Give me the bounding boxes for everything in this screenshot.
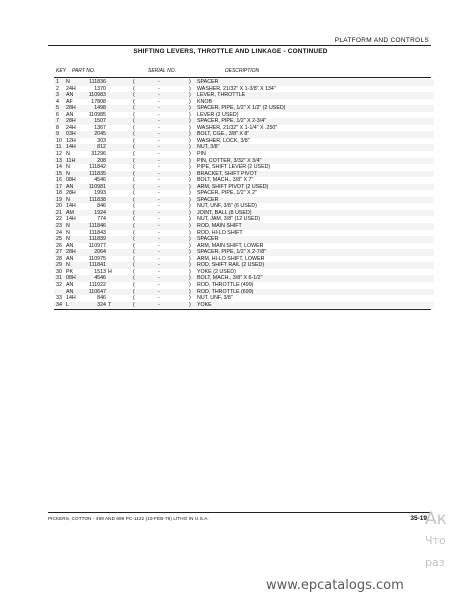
- row-paren-close: ): [189, 203, 191, 210]
- column-description: DESCRIPTION: [225, 68, 260, 74]
- row-key: 20: [56, 203, 62, 210]
- row-serial: -: [158, 183, 160, 190]
- row-part-prefix: 24H: [66, 124, 76, 131]
- row-part-number: 111022: [89, 281, 106, 288]
- row-paren-close: ): [189, 255, 191, 262]
- row-key: 27: [56, 249, 62, 256]
- row-part-prefix: 24H: [66, 85, 76, 92]
- row-part-number: 111835: [89, 170, 106, 177]
- row-part-prefix: N: [66, 151, 70, 158]
- row-paren-open: (: [133, 281, 135, 288]
- row-key: 13: [56, 157, 62, 164]
- row-paren-open: (: [133, 183, 135, 190]
- row-description: NUT, UNF, 3/8" (6 USED): [197, 203, 257, 210]
- row-part-number: 324: [97, 301, 106, 308]
- row-paren-close: ): [189, 79, 191, 85]
- row-part-number: 846: [97, 203, 106, 210]
- row-key: 19: [56, 196, 62, 203]
- row-key: 30: [56, 268, 62, 275]
- row-description: WASHER, LOCK, 3/8": [197, 137, 250, 144]
- row-serial: -: [158, 92, 160, 99]
- row-paren-close: ): [189, 301, 191, 308]
- parts-table: [54, 79, 434, 308]
- row-part-suffix: T: [108, 301, 112, 308]
- row-part-prefix: AN: [66, 183, 74, 190]
- row-description: SPACER, PIPE, 1/2" X 2-3/4": [197, 118, 267, 125]
- group-title: SHIFTING LEVERS, THROTTLE AND LINKAGE - CONTINUED: [133, 48, 328, 55]
- row-serial: -: [158, 79, 160, 85]
- row-description: WASHER, 21/32" X 1-3/8" X 134": [197, 85, 276, 92]
- row-paren-open: (: [133, 242, 135, 249]
- watermark-side-text: Что: [425, 534, 446, 547]
- row-serial: -: [158, 275, 160, 282]
- row-key: 25: [56, 236, 62, 243]
- row-paren-close: ): [189, 196, 191, 203]
- row-serial: -: [158, 190, 160, 197]
- row-part-prefix: N: [66, 223, 70, 230]
- row-part-prefix: 12H: [66, 137, 76, 144]
- row-description: ARM, MAIN SHIFT, LOWER: [197, 242, 264, 249]
- row-paren-close: ): [189, 216, 191, 223]
- row-part-number: 110981: [88, 183, 106, 190]
- row-serial: -: [158, 124, 160, 131]
- row-part-prefix: N: [66, 229, 70, 236]
- row-paren-close: ): [189, 262, 191, 269]
- row-description: ARM, SHIFT PIVOT (2 USED): [197, 183, 269, 190]
- row-description: BOLT, MACH., 3/8" X 6-1/2": [197, 275, 263, 282]
- row-paren-open: (: [133, 98, 135, 105]
- row-part-prefix: 14H: [66, 144, 76, 151]
- row-part-prefix: 28H: [66, 105, 76, 112]
- row-key: 11: [56, 144, 62, 151]
- row-paren-close: ): [189, 144, 191, 151]
- row-description: NUT, 3/8": [197, 144, 220, 151]
- row-serial: -: [158, 223, 160, 230]
- row-part-number: 111841: [89, 262, 106, 269]
- row-paren-close: ): [189, 92, 191, 99]
- row-paren-open: (: [133, 236, 135, 243]
- row-part-number: 111839: [89, 236, 106, 243]
- row-key: 21: [56, 209, 62, 216]
- row-description: ROD, HI-LO SHIFT: [197, 229, 243, 236]
- row-description: NUT, UNF, 3/8": [197, 295, 233, 302]
- row-part-number: 4546: [94, 275, 106, 282]
- header-rule: [48, 45, 431, 46]
- row-paren-open: (: [133, 144, 135, 151]
- row-part-number: 110985: [88, 111, 106, 118]
- row-description: JOINT, BALL (8 USED): [197, 209, 252, 216]
- row-paren-close: ): [189, 105, 191, 112]
- row-part-number: 1993: [94, 190, 106, 197]
- row-paren-close: ): [189, 295, 191, 302]
- footer-rule: [48, 512, 431, 513]
- row-key: 1: [56, 79, 59, 85]
- page-number: 35-19: [410, 515, 427, 522]
- row-serial: -: [158, 255, 160, 262]
- row-paren-open: (: [133, 255, 135, 262]
- row-part-number: 303: [97, 137, 106, 144]
- row-serial: -: [158, 164, 160, 171]
- row-description: SPACER, PIPE, 1/2" X 1/2" (2 USED): [197, 105, 286, 112]
- row-description: YOKE: [197, 301, 212, 308]
- row-key: 32: [56, 281, 62, 288]
- row-part-number: 31296: [91, 151, 106, 158]
- row-part-number: 1507: [94, 118, 106, 125]
- row-part-number: 774: [97, 216, 106, 223]
- row-paren-close: ): [189, 137, 191, 144]
- row-description: BOLT, CGE., 3/8" X 8": [197, 131, 250, 138]
- row-paren-close: ): [189, 164, 191, 171]
- row-paren-close: ): [189, 236, 191, 243]
- row-key: 2: [56, 85, 59, 92]
- row-description: PIN: [197, 151, 206, 158]
- row-part-prefix: AN: [66, 242, 74, 249]
- row-paren-close: ): [189, 268, 191, 275]
- row-part-prefix: 14H: [66, 216, 76, 223]
- row-paren-open: (: [133, 275, 135, 282]
- row-key: 15: [56, 170, 62, 177]
- row-paren-open: (: [133, 157, 135, 164]
- row-key: 24: [56, 229, 62, 236]
- row-part-prefix: 08H: [66, 177, 76, 184]
- row-paren-open: (: [133, 288, 135, 295]
- row-paren-open: (: [133, 92, 135, 99]
- row-part-number: 812: [97, 144, 106, 151]
- row-description: SPACER, PIPE, 1/2" X 2-7/8": [197, 249, 267, 256]
- row-paren-close: ): [189, 190, 191, 197]
- row-part-number: 111842: [89, 164, 106, 171]
- row-key: 3: [56, 92, 59, 99]
- row-paren-open: (: [133, 229, 135, 236]
- row-paren-close: ): [189, 157, 191, 164]
- row-description: BRACKET, SHIFT PIVOT: [197, 170, 257, 177]
- row-part-prefix: PK: [66, 268, 74, 275]
- row-paren-close: ): [189, 229, 191, 236]
- row-paren-open: (: [133, 118, 135, 125]
- row-part-suffix: H: [108, 268, 112, 275]
- row-serial: -: [158, 249, 160, 256]
- row-paren-close: ): [189, 111, 191, 118]
- row-key: 23: [56, 223, 62, 230]
- row-part-number: 1370: [94, 85, 106, 92]
- row-paren-open: (: [133, 249, 135, 256]
- row-serial: -: [158, 229, 160, 236]
- row-key: 14: [56, 164, 62, 171]
- row-key: 7: [56, 118, 59, 125]
- row-part-number: 17808: [91, 98, 106, 105]
- row-part-prefix: N: [66, 196, 70, 203]
- row-part-prefix: AN: [66, 111, 74, 118]
- row-serial: -: [158, 236, 160, 243]
- row-part-number: 2064: [94, 249, 106, 256]
- row-part-prefix: 28H: [66, 190, 76, 197]
- row-part-prefix: AF: [66, 98, 73, 105]
- row-description: KNOB: [197, 98, 213, 105]
- row-paren-open: (: [133, 262, 135, 269]
- row-key: 5: [56, 105, 59, 112]
- footer-info: PICKERS, COTTON - 499 AND 699 PC-1122 (10-FEB-79) LITHO IN U.S.A.: [48, 516, 209, 521]
- row-key: 17: [56, 183, 62, 190]
- row-part-prefix: 28H: [66, 118, 76, 125]
- row-part-number: 1498: [94, 105, 106, 112]
- row-paren-open: (: [133, 170, 135, 177]
- row-paren-close: ): [189, 124, 191, 131]
- row-serial: -: [158, 85, 160, 92]
- row-paren-open: (: [133, 223, 135, 230]
- row-paren-open: (: [133, 105, 135, 112]
- row-serial: -: [158, 144, 160, 151]
- row-description: ROD, THROTTLE (499): [197, 281, 254, 288]
- row-paren-close: ): [189, 151, 191, 158]
- row-paren-close: ): [189, 223, 191, 230]
- row-serial: -: [158, 288, 160, 295]
- row-key: 34: [56, 301, 62, 308]
- row-key: 33: [56, 295, 62, 302]
- row-serial: -: [158, 131, 160, 138]
- row-paren-close: ): [189, 288, 191, 295]
- row-key: 28: [56, 255, 62, 262]
- row-description: PIN, COTTER, 3/32" X 3/4": [197, 157, 262, 164]
- row-key: 16: [56, 177, 62, 184]
- section-title: PLATFORM AND CONTROLS: [334, 37, 429, 44]
- column-part-no: PART NO.: [72, 68, 96, 74]
- row-description: PIPE, SHIFT LEVER (2 USED): [197, 164, 271, 171]
- row-serial: -: [158, 177, 160, 184]
- row-part-number: 208: [97, 157, 106, 164]
- column-serial-no: SERIAL NO.: [148, 68, 176, 74]
- row-serial: -: [158, 157, 160, 164]
- row-paren-open: (: [133, 196, 135, 203]
- row-description: SPACER: [197, 196, 219, 203]
- row-serial: -: [158, 98, 160, 105]
- row-serial: -: [158, 216, 160, 223]
- row-description: YOKE (2 USED): [197, 268, 236, 275]
- row-paren-open: (: [133, 177, 135, 184]
- row-serial: -: [158, 118, 160, 125]
- row-part-prefix: 28H: [66, 249, 76, 256]
- row-paren-open: (: [133, 111, 135, 118]
- row-paren-open: (: [133, 151, 135, 158]
- row-serial: -: [158, 301, 160, 308]
- row-key: 6: [56, 111, 59, 118]
- row-part-number: 1924: [94, 209, 106, 216]
- row-part-number: 110983: [88, 92, 106, 99]
- row-paren-close: ): [189, 85, 191, 92]
- column-key: KEY: [56, 68, 67, 74]
- row-serial: -: [158, 203, 160, 210]
- row-key: 8: [56, 124, 59, 131]
- row-part-number: 110975: [88, 255, 106, 262]
- row-paren-open: (: [133, 301, 135, 308]
- row-paren-open: (: [133, 216, 135, 223]
- row-part-number: 110977: [88, 242, 106, 249]
- row-key: 9: [56, 131, 59, 138]
- row-part-prefix: N: [66, 262, 70, 269]
- row-key: 31: [56, 275, 62, 282]
- table-row: [54, 302, 434, 309]
- row-part-number: 111846: [89, 223, 106, 230]
- row-part-prefix: 14H: [66, 295, 76, 302]
- row-paren-close: ): [189, 242, 191, 249]
- row-part-number: 2045: [94, 131, 106, 138]
- row-part-prefix: AM: [66, 209, 74, 216]
- row-key: 10: [56, 137, 62, 144]
- row-part-number: 111838: [89, 196, 106, 203]
- row-paren-close: ): [189, 177, 191, 184]
- row-paren-open: (: [133, 203, 135, 210]
- row-serial: -: [158, 281, 160, 288]
- row-paren-close: ): [189, 98, 191, 105]
- row-part-prefix: AN: [66, 92, 74, 99]
- row-part-prefix: 03H: [66, 131, 76, 138]
- row-part-number: 110647: [88, 288, 106, 295]
- row-paren-open: (: [133, 79, 135, 85]
- row-serial: -: [158, 242, 160, 249]
- row-part-prefix: N: [66, 170, 70, 177]
- row-part-prefix: AN: [66, 255, 74, 262]
- row-paren-open: (: [133, 124, 135, 131]
- watermark-side-text: Ак: [425, 509, 447, 529]
- row-part-prefix: AN: [66, 281, 74, 288]
- row-description: ROD, MAIN SHIFT: [197, 223, 242, 230]
- row-serial: -: [158, 295, 160, 302]
- table-bottom-rule: [54, 309, 431, 310]
- row-paren-open: (: [133, 137, 135, 144]
- row-description: ROD, THROTTLE (699): [197, 288, 254, 295]
- row-part-prefix: AN: [66, 288, 74, 295]
- row-description: ROD, SHIFT RAIL (2 USED): [197, 262, 265, 269]
- row-description: NUT, JAM, 3/8" (12 USED): [197, 216, 261, 223]
- row-paren-open: (: [133, 164, 135, 171]
- row-serial: -: [158, 262, 160, 269]
- row-paren-open: (: [133, 85, 135, 92]
- row-serial: -: [158, 137, 160, 144]
- row-serial: -: [158, 111, 160, 118]
- row-description: SPACER, PIPE, 1/2" X 2": [197, 190, 257, 197]
- row-paren-close: ): [189, 209, 191, 216]
- row-paren-close: ): [189, 118, 191, 125]
- row-serial: -: [158, 209, 160, 216]
- row-paren-close: ): [189, 275, 191, 282]
- row-part-prefix: 14H: [66, 203, 76, 210]
- row-part-number: 846: [97, 295, 106, 302]
- row-description: LEVER, THROTTLE: [197, 92, 246, 99]
- row-part-number: 1367: [94, 124, 106, 131]
- table-top-rule: [54, 77, 431, 78]
- row-part-number: 111843: [89, 229, 106, 236]
- row-paren-open: (: [133, 131, 135, 138]
- row-key: 18: [56, 190, 62, 197]
- row-description: ARM, HI-LO SHIFT, LOWER: [197, 255, 265, 262]
- row-serial: -: [158, 151, 160, 158]
- watermark-side-text: раз: [425, 556, 445, 569]
- row-description: WASHER, 21/32" X 1-1/4" X .250": [197, 124, 278, 131]
- row-key: 4: [56, 98, 59, 105]
- row-paren-open: (: [133, 190, 135, 197]
- row-part-number: 4546: [94, 177, 106, 184]
- row-description: SPACER: [197, 236, 219, 243]
- row-key: 12: [56, 151, 62, 158]
- row-paren-close: ): [189, 249, 191, 256]
- row-serial: -: [158, 170, 160, 177]
- row-paren-close: ): [189, 281, 191, 288]
- row-paren-open: (: [133, 295, 135, 302]
- row-paren-close: ): [189, 183, 191, 190]
- row-part-prefix: N: [66, 79, 70, 85]
- watermark-url[interactable]: www.epcatalogs.com: [266, 578, 404, 593]
- row-description: BOLT, MACH., 3/8" X 7": [197, 177, 254, 184]
- row-description: SPACER: [197, 79, 219, 85]
- row-paren-close: ): [189, 170, 191, 177]
- row-part-prefix: L: [66, 301, 69, 308]
- row-part-number: 111836: [89, 79, 106, 85]
- row-paren-open: (: [133, 268, 135, 275]
- row-serial: -: [158, 268, 160, 275]
- row-serial: -: [158, 196, 160, 203]
- row-description: LEVER (2 USED): [197, 111, 239, 118]
- row-part-prefix: 11H: [66, 157, 76, 164]
- row-key: 22: [56, 216, 62, 223]
- row-key: 26: [56, 242, 62, 249]
- row-part-prefix: N: [66, 164, 70, 171]
- row-part-number: 1513: [94, 268, 106, 275]
- row-key: 29: [56, 262, 62, 269]
- row-paren-close: ): [189, 131, 191, 138]
- row-part-prefix: N: [66, 236, 70, 243]
- row-serial: -: [158, 105, 160, 112]
- row-paren-open: (: [133, 209, 135, 216]
- row-part-prefix: 08H: [66, 275, 76, 282]
